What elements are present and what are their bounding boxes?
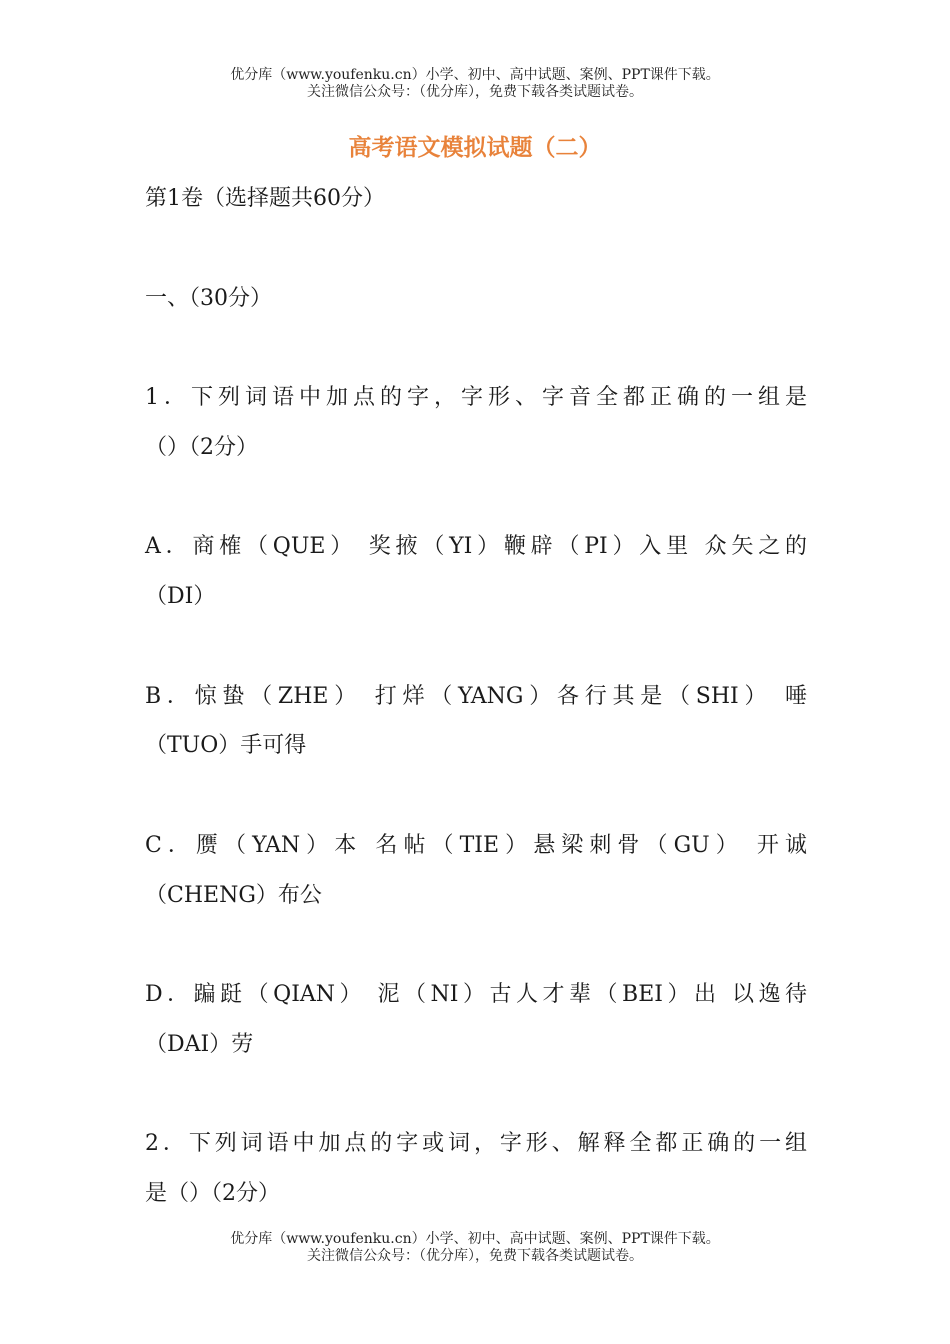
question-1-option-b-line-2: （TUO）手可得 bbox=[145, 733, 307, 758]
header-line-1: 优分库（www.youfenku.cn）小学、初中、高中试题、案例、PPT课件下载。 bbox=[230, 67, 720, 83]
question-1-option-a-line-2: （DI） bbox=[145, 584, 216, 609]
question-1-option-c-line-2: （CHENG）布公 bbox=[145, 883, 322, 908]
question-1-option-b-line-1: B．惊蛰（ZHE） 打烊（YANG）各行其是（SHI） 唾 bbox=[145, 684, 807, 709]
question-2-stem-line-1: 2．下列词语中加点的字或词，字形、解释全都正确的一组 bbox=[145, 1131, 807, 1156]
question-1-option-d-line-2: （DAI）劳 bbox=[145, 1032, 254, 1057]
question-1-stem-line-1: 1．下列词语中加点的字，字形、字音全都正确的一组是 bbox=[145, 385, 807, 410]
document-title: 高考语文模拟试题（二） bbox=[348, 134, 602, 161]
header-line-2: 关注微信公众号：（优分库），免费下载各类试题试卷。 bbox=[307, 84, 643, 100]
volume-heading: 第1卷（选择题共60分） bbox=[145, 186, 385, 211]
page-footer bbox=[0, 1231, 950, 1265]
question-2-stem-line-2: 是（）（2分） bbox=[145, 1181, 280, 1206]
question-1-option-c-line-1: C．赝（YAN）本 名帖（TIE）悬梁刺骨（GU） 开诚 bbox=[145, 833, 807, 858]
question-1-option-d-line-1: D．蹁跹（QIAN） 泥（NI）古人才辈（BEI）出 以逸待 bbox=[145, 982, 807, 1007]
question-1-stem-line-2: （）（2分） bbox=[145, 435, 258, 460]
page-header bbox=[0, 67, 950, 101]
footer-line-2: 关注微信公众号：（优分库），免费下载各类试题试卷。 bbox=[307, 1248, 643, 1264]
section-heading: 一、（30分） bbox=[145, 286, 272, 311]
question-1-option-a-line-1: A．商榷（QUE） 奖掖（YI）鞭辟（PI）入里 众矢之的 bbox=[145, 534, 807, 559]
footer-line-1: 优分库（www.youfenku.cn）小学、初中、高中试题、案例、PPT课件下载。 bbox=[230, 1231, 720, 1247]
